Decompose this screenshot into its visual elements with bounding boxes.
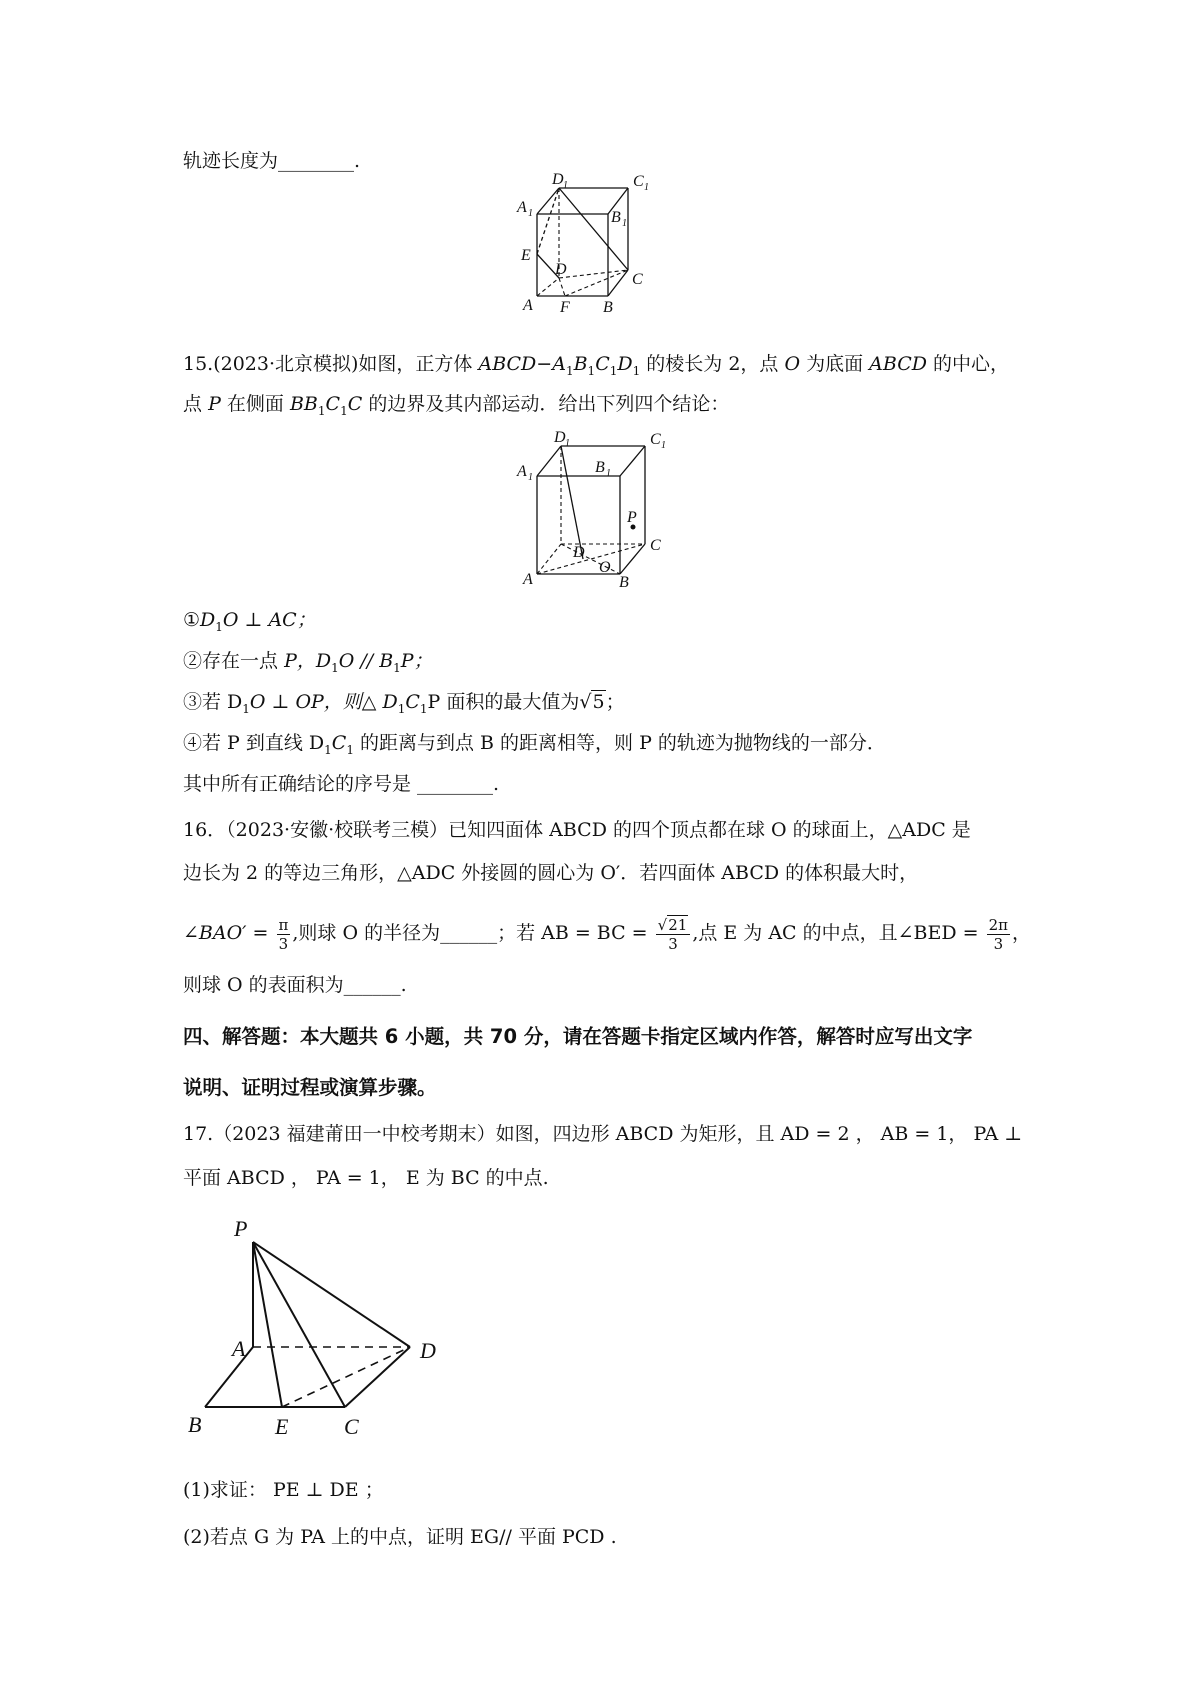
q15-ask: 其中所有正确结论的序号是 ________. xyxy=(183,773,500,795)
label-C1-sub: 1 xyxy=(644,182,649,193)
label-C: C xyxy=(650,537,661,554)
section4-heading-line1: 四、解答题：本大题共 6 小题，共 70 分，请在答题卡指定区域内作答，解答时应写出文字 xyxy=(183,1025,973,1048)
q15-conclusion-3: ③若 $D_1O$ ⊥ OP，则△ $D_1C_1P$ 面积的最大值为√5； xyxy=(183,691,625,716)
label-C1: C xyxy=(633,173,644,190)
q16-line1: 16．（2023·安徽·校联考三模）已知四面体 ABCD 的四个顶点都在球 O 的球面上，△ADC 是 xyxy=(183,819,971,841)
label-B1: B xyxy=(595,459,605,476)
label-B1-sub: 1 xyxy=(606,468,611,479)
label-F: F xyxy=(560,299,570,316)
label-O: O xyxy=(599,559,611,576)
label-A: A xyxy=(523,297,533,314)
label-C1: C xyxy=(650,431,661,448)
q16-line4: 则球 O 的表面积为______. xyxy=(183,974,407,996)
q14-tail: 轨迹长度为________. xyxy=(183,150,361,172)
figure-cube-1 xyxy=(515,171,695,339)
label-P: P xyxy=(627,509,637,526)
q15-conclusion-4: ④若 P 到直线 $D_1C_1$ 的距离与到点 B 的距离相等，则 P 的轨迹为抛物线的一部分． xyxy=(183,732,886,757)
figure-pyramid xyxy=(180,1212,460,1447)
q15-conclusion-1: $①D_1O$ ⊥ AC； xyxy=(183,609,316,634)
figure-cube-2 xyxy=(515,429,695,597)
q16-line3: ∠BAO′ = $\frac{\pi}{3}$ ,则球 O 的半径为______；若 AB = BC = $\frac{√21}{3}$ ,点 E 为 AC 的中点，且∠BED = $\frac{2\pi}{3}$ ， xyxy=(183,915,1032,953)
section4-heading-line2: 说明、证明过程或演算步骤。 xyxy=(183,1076,437,1099)
label-A1: A xyxy=(517,199,527,216)
q15-conclusion-2: ②存在一点 P，$D_1O // B_1P$； xyxy=(183,650,433,675)
label-P: P xyxy=(234,1216,248,1241)
label-A1-sub: 1 xyxy=(528,208,533,219)
q16-line2: 边长为 2 的等边三角形，△ADC 外接圆的圆心为 O′．若四面体 ABCD 的体积最大时， xyxy=(183,862,919,884)
label-D: D xyxy=(555,261,567,278)
q15-line2: 点 P 在侧面 $BB_1C_1C$ 的边界及其内部运动．给出下列四个结论： xyxy=(183,393,730,418)
label-D1: D xyxy=(554,429,566,446)
label-C: C xyxy=(344,1414,359,1439)
label-E: E xyxy=(521,247,531,264)
label-B1-sub: 1 xyxy=(622,218,627,229)
label-C1-sub: 1 xyxy=(661,440,666,451)
q17-part2: (2)若点 G 为 PA 上的中点，证明 EG// 平面 PCD . xyxy=(183,1526,617,1548)
label-B: B xyxy=(188,1412,202,1437)
label-A: A xyxy=(523,571,533,588)
label-D1-sub: 1 xyxy=(565,438,570,449)
label-A1-sub: 1 xyxy=(528,472,533,483)
label-A1: A xyxy=(517,463,527,480)
label-D1: D xyxy=(552,171,564,188)
q15-line1: 15.(2023·北京模拟)如图，正方体 $ABCD-A_1B_1C_1D_1$ 的棱长为 2，点 O 为底面 ABCD 的中心， xyxy=(183,353,1010,378)
label-A: A xyxy=(232,1336,246,1361)
label-B1: B xyxy=(611,209,621,226)
label-E: E xyxy=(275,1414,289,1439)
label-D: D xyxy=(420,1338,436,1363)
q17-line1: 17.（2023 福建莆田一中校考期末）如图，四边形 ABCD 为矩形，且 AD = 2 ， AB = 1， PA ⊥ xyxy=(183,1123,1023,1145)
label-C: C xyxy=(632,271,643,288)
q17-part1: (1)求证： PE ⊥ DE ； xyxy=(183,1479,384,1501)
label-D1-sub: 1 xyxy=(563,180,568,191)
label-B: B xyxy=(603,299,613,316)
label-D: D xyxy=(573,544,585,561)
label-B: B xyxy=(619,574,629,591)
q17-line2: 平面 ABCD ， PA = 1， E 为 BC 的中点. xyxy=(183,1167,549,1189)
